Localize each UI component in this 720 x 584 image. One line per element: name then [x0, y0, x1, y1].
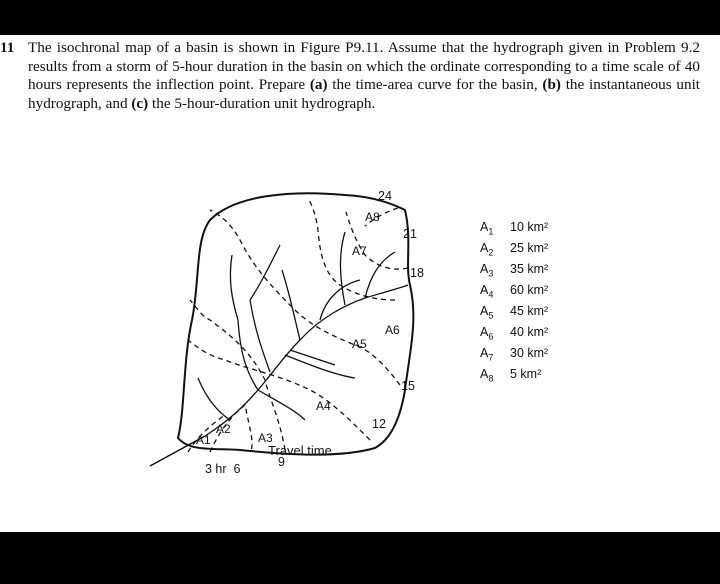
legend-area-name: $A_3$ [480, 262, 494, 279]
legend-row [480, 325, 548, 346]
legend-area-name: $A_1$ [480, 220, 494, 237]
isochrone-label-15: 15 [401, 379, 415, 393]
area-label-a8: A8 [365, 210, 380, 224]
legend-area-value: 40 km² [510, 325, 549, 339]
isochrone-label-3-6: 3 hr 6 [205, 462, 241, 476]
legend-area-value: 35 km² [510, 262, 549, 276]
legend-row [480, 346, 548, 367]
legend-area-name: $A_7$ [480, 346, 494, 363]
legend-row [480, 304, 548, 325]
legend-row [480, 241, 548, 262]
isochrone-label-24: 24 [378, 189, 392, 203]
problem-number: 11 [0, 39, 15, 56]
legend-area-name: $A_5$ [480, 304, 494, 321]
isochrone-label-9: 9 [278, 455, 285, 469]
problem-text-3: the instantaneous unit hydrograph, and [28, 76, 701, 112]
legend-area-value: 25 km² [510, 241, 549, 255]
legend-row [480, 367, 548, 388]
legend-area-value: 45 km² [510, 304, 549, 318]
legend-row [480, 262, 548, 283]
legend-area-value: 30 km² [510, 346, 549, 360]
problem-text-1: The isochronal map of a basin is shown in Figure P9.11. Assume that the hydrograph given in Problem 9.2 results from a storm of 5-hour duration in the basin on which the ordinate corresponding to a time scale of 40 hours represents the inflection point. Prepare [28, 39, 700, 94]
area-legend [480, 220, 548, 388]
problem-text-2: the time-area curve for the basin, [327, 76, 543, 94]
legend-area-name: $A_6$ [480, 325, 494, 342]
isochrone-label-18: 18 [410, 266, 424, 280]
part-b: (b) [542, 76, 561, 94]
travel-time-label: Travel time [268, 443, 332, 458]
legend-area-value: 10 km² [510, 220, 549, 234]
part-c: (c) [131, 94, 149, 112]
isochrone-label-21: 21 [403, 227, 417, 241]
area-label-a2: A2 [216, 422, 231, 436]
area-label-group [196, 210, 400, 447]
area-label-a1: A1 [196, 433, 211, 447]
area-label-a4: A4 [316, 399, 331, 413]
drainage-network [198, 232, 408, 436]
legend-area-name: $A_8$ [480, 367, 494, 384]
part-a: (a) [309, 76, 328, 94]
legend-area-value: 5 km² [510, 367, 542, 381]
isochrone-label-12: 12 [372, 417, 386, 431]
legend-area-name: $A_2$ [480, 241, 494, 258]
legend-row [480, 283, 548, 304]
legend-area-name: $A_4$ [480, 283, 494, 300]
legend-area-value: 60 km² [510, 283, 549, 297]
area-label-a5: A5 [352, 337, 367, 351]
area-label-a7: A7 [352, 244, 367, 258]
area-label-a3: A3 [258, 431, 273, 445]
problem-text-4: the 5-hour-duration unit hydrograph. [148, 94, 376, 112]
legend-row [480, 220, 548, 241]
area-label-a6: A6 [385, 323, 400, 337]
